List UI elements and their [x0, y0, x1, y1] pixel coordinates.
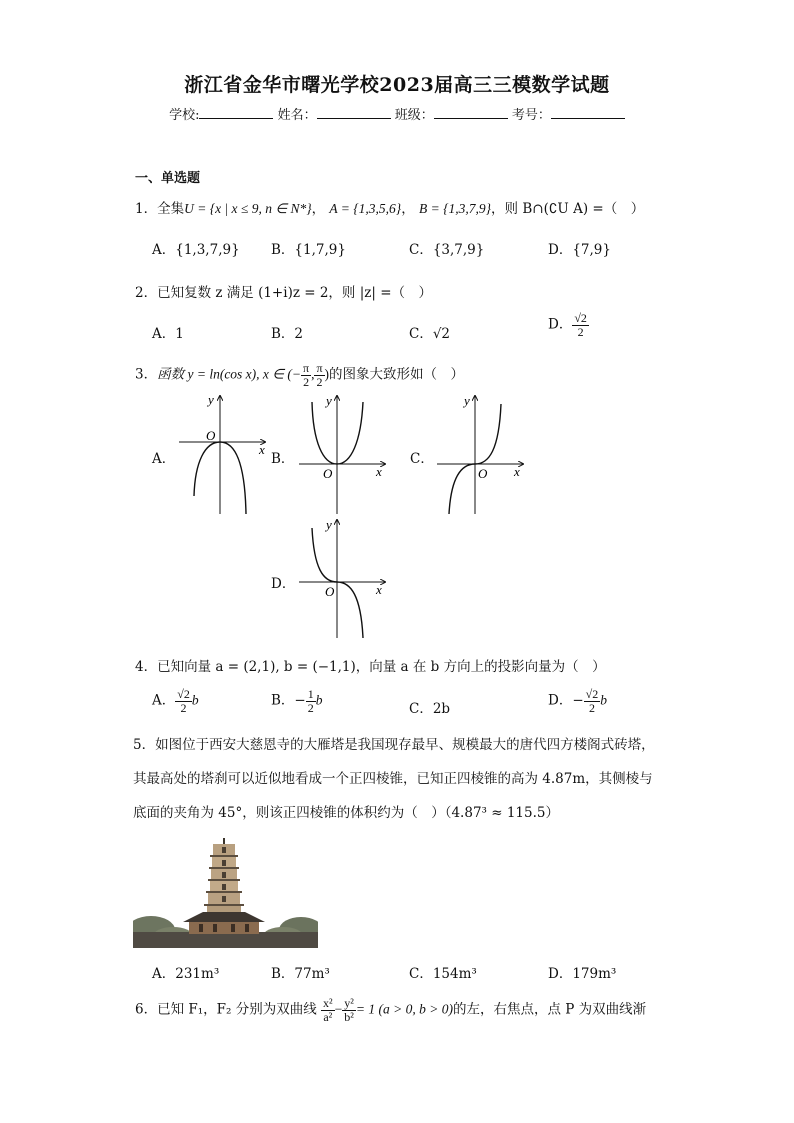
- q5-option-c[interactable]: C．154m³: [409, 966, 477, 982]
- question-number: 4．: [135, 659, 158, 675]
- q5-option-b[interactable]: B．77m³: [271, 966, 330, 982]
- svg-text:y: y: [208, 392, 214, 407]
- q1-set-a: A = {1,3,5,6}: [329, 201, 402, 216]
- q2-option-a[interactable]: A．1: [152, 326, 184, 342]
- q2-option-d[interactable]: [548, 312, 589, 338]
- q5-line-3: 底面的夹角为 45°，则该正四棱锥的体积约为（ ）（4.87³ ≈ 115.5）: [133, 805, 559, 821]
- q2-text: 已知复数 z 满足 (1+i)z = 2，则 |z| =（ ）: [157, 285, 433, 301]
- school-label: 学校:: [169, 108, 200, 123]
- q3-option-d[interactable]: D．: [271, 576, 296, 592]
- name-blank[interactable]: [317, 106, 391, 119]
- q1-option-d[interactable]: D．{7,9}: [548, 242, 611, 258]
- school-blank[interactable]: [199, 106, 273, 119]
- q3-function: 函数 y = ln(cos x), x ∈ (−: [157, 366, 302, 382]
- svg-text:O: O: [206, 428, 216, 443]
- q5-line-2: 其最高处的塔刹可以近似地看成一个正四棱锥，已知正四棱锥的高为 4.87m，其侧棱与: [133, 771, 653, 787]
- q1-option-c[interactable]: C．{3,7,9}: [409, 242, 485, 258]
- svg-text:x: x: [376, 464, 382, 479]
- q2-option-c[interactable]: C．√2: [409, 326, 451, 342]
- q2-option-b[interactable]: B．2: [271, 326, 304, 342]
- q1-option-a[interactable]: A．{1,3,7,9}: [152, 242, 240, 258]
- q3-option-b[interactable]: B．: [271, 451, 295, 467]
- question-4-stem: [135, 655, 606, 675]
- q1-set-b: B = {1,3,7,9}: [419, 201, 492, 216]
- q2-d-label: D．: [548, 316, 573, 333]
- q1-set-u: U = {x | x ≤ 9, n ∈ N*}: [184, 201, 312, 216]
- svg-text:x: x: [376, 582, 382, 597]
- graph-c: [433, 392, 528, 517]
- name-label: 姓名：: [277, 108, 317, 123]
- q5-line-1: 5．如图位于西安大慈恩寺的大雁塔是我国现存最早、规模最大的唐代四方楼阁式砖塔，: [133, 737, 655, 753]
- svg-text:y: y: [326, 393, 332, 408]
- section-heading: 一、单选题: [135, 171, 201, 186]
- q4-option-a[interactable]: A． $\frac{√2}{2}$ b: [152, 687, 199, 715]
- q6-rhs: = 1 (a > 0, b > 0): [355, 1001, 453, 1017]
- class-blank[interactable]: [434, 106, 508, 119]
- question-number: 3．: [135, 366, 158, 383]
- svg-text:y: y: [464, 393, 470, 408]
- q1-prefix: 全集: [157, 201, 185, 217]
- question-number: 2．: [135, 285, 158, 301]
- question-1-stem: 1．全集U = {x | x ≤ 9, n ∈ N*}， A = {1,3,5,6}， B = {1,3,7,9}，则 B∩(∁U A) =（ ）: [135, 201, 645, 217]
- graph-d: [295, 516, 390, 641]
- q4-option-d[interactable]: D．− $\frac{√2}{2}$ b: [548, 687, 607, 715]
- number-blank[interactable]: [551, 106, 625, 119]
- graph-b: [295, 392, 390, 517]
- q3-text: 的图象大致形如（ ）: [329, 366, 465, 383]
- q3-option-c[interactable]: C．: [410, 451, 434, 467]
- q5-option-a[interactable]: A．231m³: [152, 966, 220, 982]
- svg-text:O: O: [325, 584, 335, 599]
- q5-option-d[interactable]: D．179m³: [548, 966, 617, 982]
- q4-option-b[interactable]: B．− $\frac{1}{2}$ b: [271, 687, 323, 715]
- question-2-stem: [135, 281, 432, 301]
- svg-text:x: x: [514, 464, 520, 479]
- question-number: 1．: [135, 201, 158, 217]
- q3-frac-right: $\frac{\pi}{2}$: [316, 361, 323, 389]
- pagoda-photo: [133, 838, 318, 948]
- q6-text-a: 6．已知 F₁，F₂ 分别为双曲线: [135, 1001, 317, 1018]
- question-3-stem: 3．函数 y = ln(cos x), x ∈ (− $\frac{\pi}{2}$ , $\frac{\pi}{2}$ )的图象大致形如（ ）: [135, 361, 465, 389]
- q4-text: 已知向量 a = (2,1), b = (−1,1)，向量 a 在 b 方向上的投影向量为（ ）: [157, 659, 606, 675]
- number-label: 考号：: [511, 108, 551, 123]
- svg-text:y: y: [326, 517, 332, 532]
- question-6-stem: 6．已知 F₁，F₂ 分别为双曲线 $\frac{\text{x²}}{\text{a²}}$ − $\frac{\text{y²}}{\text{b²}}$ = 1 (a > 0, b > 0)的左，右焦点，点 P 为双曲线渐: [135, 996, 647, 1024]
- q6-text-b: 的左，右焦点，点 P 为双曲线渐: [452, 1001, 647, 1018]
- q3-option-a[interactable]: A．: [152, 451, 176, 467]
- q6-frac-y: $\frac{\text{y²}}{\text{b²}}$: [344, 996, 354, 1024]
- q4-option-c[interactable]: C．2b: [409, 701, 451, 717]
- q6-frac-x: $\frac{\text{x²}}{\text{a²}}$: [323, 996, 333, 1024]
- svg-text:x: x: [259, 442, 265, 457]
- q2-d-fraction: $\frac{√2}{2}$: [574, 311, 587, 339]
- page-title: 浙江省金华市曙光学校2023届高三三模数学试题: [184, 74, 610, 96]
- q1-ask: 则 B∩(∁U A) =（ ）: [504, 201, 645, 217]
- class-label: 班级：: [394, 108, 434, 123]
- svg-text:O: O: [478, 466, 488, 481]
- graph-a: [175, 392, 270, 517]
- svg-text:O: O: [323, 466, 333, 481]
- q1-option-b[interactable]: B．{1,7,9}: [271, 242, 346, 258]
- student-info-line: [0, 104, 794, 123]
- q3-frac-left: $\frac{\pi}{2}$: [303, 361, 310, 389]
